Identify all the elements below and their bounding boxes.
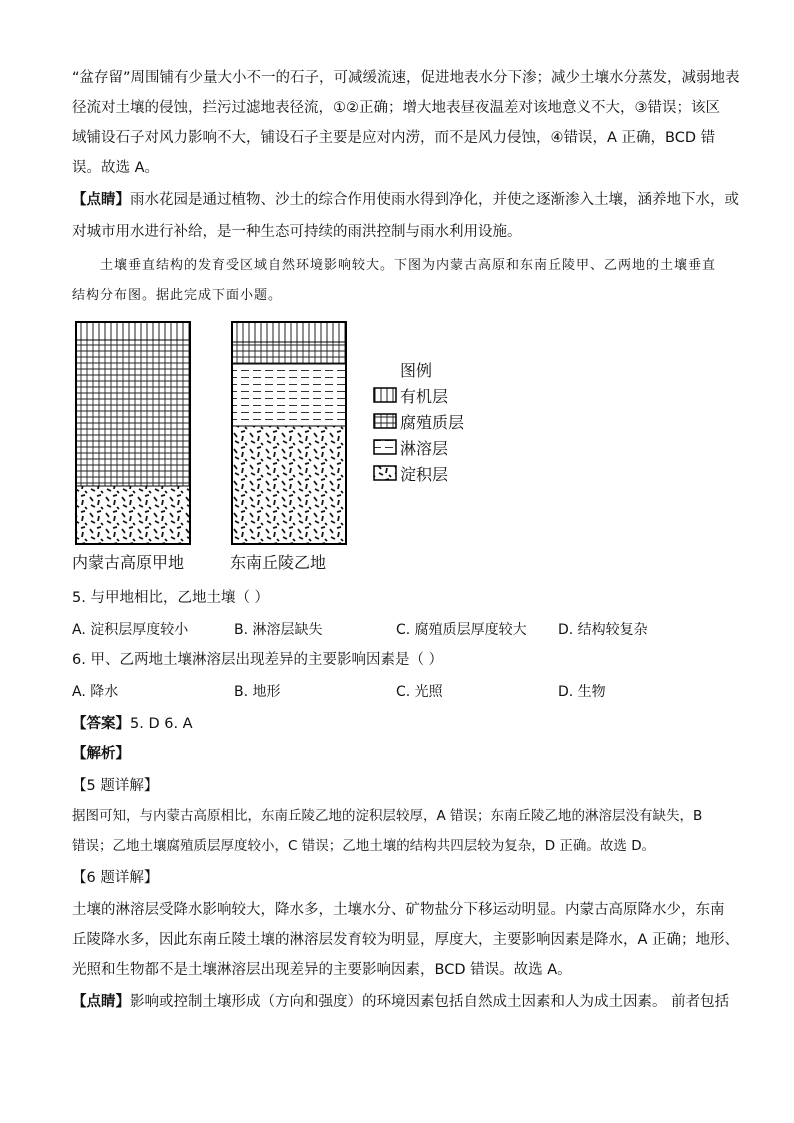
q5-option-b: B. 淋溶层缺失 (234, 622, 323, 638)
q5-option-d: D. 结构较复杂 (558, 622, 648, 638)
q6-option-a: A. 降水 (72, 684, 119, 700)
column-b (232, 322, 346, 544)
caption-a: 内蒙古高原甲地 (72, 553, 185, 572)
layer-deposition (232, 426, 346, 544)
caption-b: 东南丘陵乙地 (230, 553, 327, 572)
paragraph-line: 径流对土壤的侵蚀，拦污过滤地表径流，①②正确；增大地表昼夜温差对该地意义不大，③错误；该区 (72, 100, 720, 116)
q6-option-d: D. 生物 (558, 684, 606, 700)
legend-label: 有机层 (400, 387, 449, 406)
legend-label: 淀积层 (400, 465, 449, 484)
layer-leaching (232, 364, 346, 426)
legend-swatches (374, 388, 396, 480)
layer-organic (232, 322, 346, 342)
soil-profile-figure (72, 318, 492, 578)
legend-swatch-deposition (374, 466, 396, 480)
answer-text: 5. D 6. A (130, 716, 193, 732)
detail-5-line: 据图可知，与内蒙古高原相比，东南丘陵乙地的淀积层较厚，A 错误；东南丘陵乙地的淋溶层没有缺失，B (72, 808, 703, 824)
legend-label: 腐殖质层 (400, 413, 465, 432)
layer-humus (76, 340, 190, 486)
answer-tag: 【答案】 (72, 716, 130, 732)
answer-line (72, 714, 193, 734)
paragraph-line: 域铺设石子对风力影响不大，铺设石子主要是应对内涝，而不是风力侵蚀，④错误，A 正确，BCD 错 (72, 130, 716, 146)
detail-6-tag: 【6 题详解】 (72, 870, 159, 886)
detail-6-line: 丘陵降水多，因此东南丘陵土壤的淋溶层发育较为明显，厚度大，主要影响因素是降水，A 正确；地形、 (72, 932, 740, 948)
detail-6-line: 光照和生物都不是土壤淋溶层出现差异的主要影响因素，BCD 错误。故选 A。 (72, 962, 572, 978)
q5-option-a: A. 淀积层厚度较小 (72, 622, 189, 638)
legend-swatch-organic (374, 388, 396, 402)
q6-option-b: B. 地形 (234, 684, 281, 700)
tip-text: 影响或控制土壤形成（方向和强度）的环境因素包括自然成土因素和人为成土因素。 前者包括 (130, 994, 730, 1010)
legend-swatch-humus (374, 414, 396, 428)
layer-organic (76, 322, 190, 340)
tip-paragraph-2 (72, 992, 729, 1012)
layer-deposition (76, 486, 190, 544)
layer-humus (232, 342, 346, 364)
question-5-stem: 5. 与甲地相比，乙地土壤（ ） (72, 590, 270, 606)
column-a (76, 322, 190, 544)
detail-5-tag: 【5 题详解】 (72, 778, 159, 794)
question-6-stem: 6. 甲、乙两地土壤淋溶层出现差异的主要影响因素是（ ） (72, 652, 444, 668)
detail-6-line: 土壤的淋溶层受降水影响较大，降水多，土壤水分、矿物盐分下移运动明显。内蒙古高原降水少，东南 (72, 902, 725, 918)
tip-paragraph (72, 190, 739, 210)
detail-5-line: 错误；乙地土壤腐殖质层厚度较小，C 错误；乙地土壤的结构共四层较为复杂，D 正确。故选 D。 (72, 838, 656, 854)
paragraph-line: “盆存留”周围铺有少量大小不一的石子，可减缓流速，促进地表水分下渗；减少土壤水分蒸发，减弱地表 (72, 70, 740, 86)
tip-tag: 【点睛】 (72, 192, 130, 208)
analysis-tag: 【解析】 (72, 746, 130, 762)
intro-line: 土壤垂直结构的发育受区域自然环境影响较大。下图为内蒙古高原和东南丘陵甲、乙两地的土壤垂直 (100, 258, 717, 273)
legend-swatch-leaching (374, 440, 396, 454)
legend-label: 淋溶层 (400, 439, 449, 458)
intro-line: 结构分布图。据此完成下面小题。 (72, 288, 283, 303)
q5-option-c: C. 腐殖质层厚度较大 (396, 622, 527, 638)
paragraph-line: 对城市用水进行补给，是一种生态可持续的雨洪控制与雨水利用设施。 (72, 224, 522, 240)
tip-text: 雨水花园是通过植物、沙土的综合作用使雨水得到净化，并使之逐渐渗入土壤，涵养地下水，或 (130, 192, 739, 208)
q6-option-c: C. 光照 (396, 684, 443, 700)
tip-tag: 【点睛】 (72, 994, 130, 1010)
soil-diagram (72, 318, 492, 548)
legend-title: 图例 (400, 361, 433, 380)
paragraph-line: 误。故选 A。 (72, 160, 160, 176)
